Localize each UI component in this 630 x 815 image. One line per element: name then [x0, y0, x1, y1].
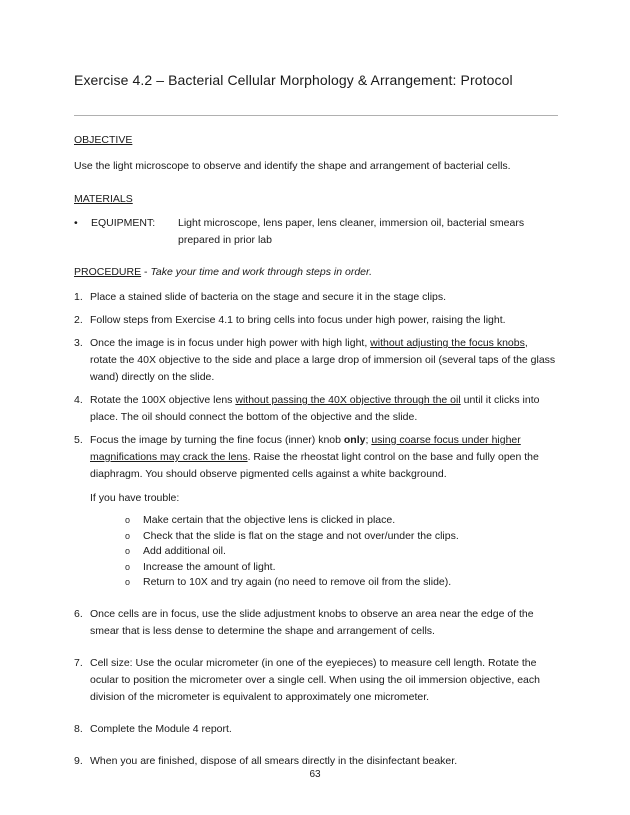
- step-text: When you are finished, dispose of all smears directly in the disinfectant beaker.: [90, 754, 458, 767]
- procedure-subtitle: Take your time and work through steps in order.: [150, 266, 373, 278]
- materials-heading: MATERIALS: [74, 193, 133, 205]
- step-number: 6.: [74, 607, 83, 620]
- procedure-step-4: [74, 392, 558, 426]
- step-text: Follow steps from Exercise 4.1 to bring cells into focus under high power, raising the light.: [90, 314, 506, 326]
- trouble-item-text: Increase the amount of light.: [143, 560, 276, 573]
- procedure-step-8: [74, 721, 558, 738]
- equipment-value: Light microscope, lens paper, lens cleaner, immersion oil, bacterial smears prepared in prior lab: [178, 217, 525, 246]
- document-title: Exercise 4.2 – Bacterial Cellular Morphology & Arrangement: Protocol: [74, 72, 513, 88]
- trouble-item-text: Make certain that the objective lens is clicked in place.: [143, 514, 396, 526]
- horizontal-rule: [74, 115, 558, 116]
- step-text: Rotate the 100X objective lens without passing the 40X objective through the oil until it clicks into place. The oil should connect the bottom of the objective and the slide.: [90, 394, 540, 423]
- step-text: Once the image is in focus under high power with high light, without adjusting the focus knobs, rotate the 40X objective to the side and place a large drop of immersion oil (several taps of the glass wand) directly on the slide.: [90, 337, 556, 383]
- circle-bullet-icon: o: [125, 561, 131, 572]
- page-number: 63: [309, 769, 321, 780]
- circle-bullet-icon: o: [125, 577, 131, 587]
- step-text: Complete the Module 4 report.: [90, 722, 232, 735]
- procedure-step-6: [74, 606, 558, 640]
- circle-bullet-icon: o: [125, 515, 131, 525]
- procedure-step-3: [74, 335, 558, 386]
- procedure-step-5: [74, 432, 558, 483]
- equipment-row: [74, 215, 558, 249]
- equipment-label: EQUIPMENT:: [91, 217, 156, 229]
- step-number: 4.: [74, 394, 83, 406]
- trouble-item-5: [74, 575, 558, 591]
- step-number: 2.: [74, 314, 83, 326]
- trouble-item-4: [74, 560, 558, 576]
- step-number: 7.: [74, 656, 83, 669]
- procedure-step-1: [74, 289, 558, 306]
- step-number: 8.: [74, 722, 83, 735]
- trouble-list: [74, 513, 558, 591]
- procedure-steps: [74, 289, 558, 770]
- procedure-heading-line: [74, 264, 558, 281]
- trouble-item-text: Add additional oil.: [143, 545, 226, 557]
- circle-bullet-icon: o: [125, 530, 131, 541]
- trouble-item-1: [74, 513, 558, 529]
- procedure-heading: PROCEDURE: [74, 266, 142, 278]
- step-text: Once cells are in focus, use the slide adjustment knobs to observe an area near the edge of the smear that is less dense to determine the shape and arrangement of cells.: [90, 607, 534, 637]
- step-number: 3.: [74, 337, 83, 349]
- step-number: 5.: [74, 434, 83, 446]
- objective-heading: OBJECTIVE: [74, 134, 133, 146]
- trouble-item-text: Return to 10X and try again (no need to remove oil from the slide).: [143, 576, 452, 588]
- trouble-intro: If you have trouble:: [90, 492, 180, 504]
- circle-bullet-icon: o: [125, 546, 131, 556]
- trouble-item-text: Check that the slide is flat on the stage and not over/under the clips.: [143, 529, 459, 542]
- procedure-step-7: [74, 655, 558, 706]
- step-text: Cell size: Use the ocular micrometer (in one of the eyepieces) to measure cell length. Rotate the ocular to position the micrometer over a single cell. When using the oil immersion objective, each division of the micrometer is equivalent to approximately one micrometer.: [90, 656, 540, 703]
- step-number: 1.: [74, 291, 83, 303]
- trouble-item-3: [74, 544, 558, 560]
- objective-body: Use the light microscope to observe and identify the shape and arrangement of bacterial cells.: [74, 160, 511, 172]
- procedure-step-2: [74, 312, 558, 329]
- step-text: Focus the image by turning the fine focus (inner) knob only; using coarse focus under higher magnifications may crack the lens. Raise the rheostat light control on the base and fully open the diaphragm. You should observe pigmented cells against a white background.: [90, 434, 539, 480]
- procedure-step-9: [74, 753, 558, 770]
- trouble-item-2: [74, 529, 558, 545]
- procedure-separator: -: [141, 266, 151, 278]
- step-text: Place a stained slide of bacteria on the stage and secure it in the stage clips.: [90, 291, 447, 303]
- bullet-icon: •: [74, 217, 78, 229]
- step-number: 9.: [74, 754, 83, 767]
